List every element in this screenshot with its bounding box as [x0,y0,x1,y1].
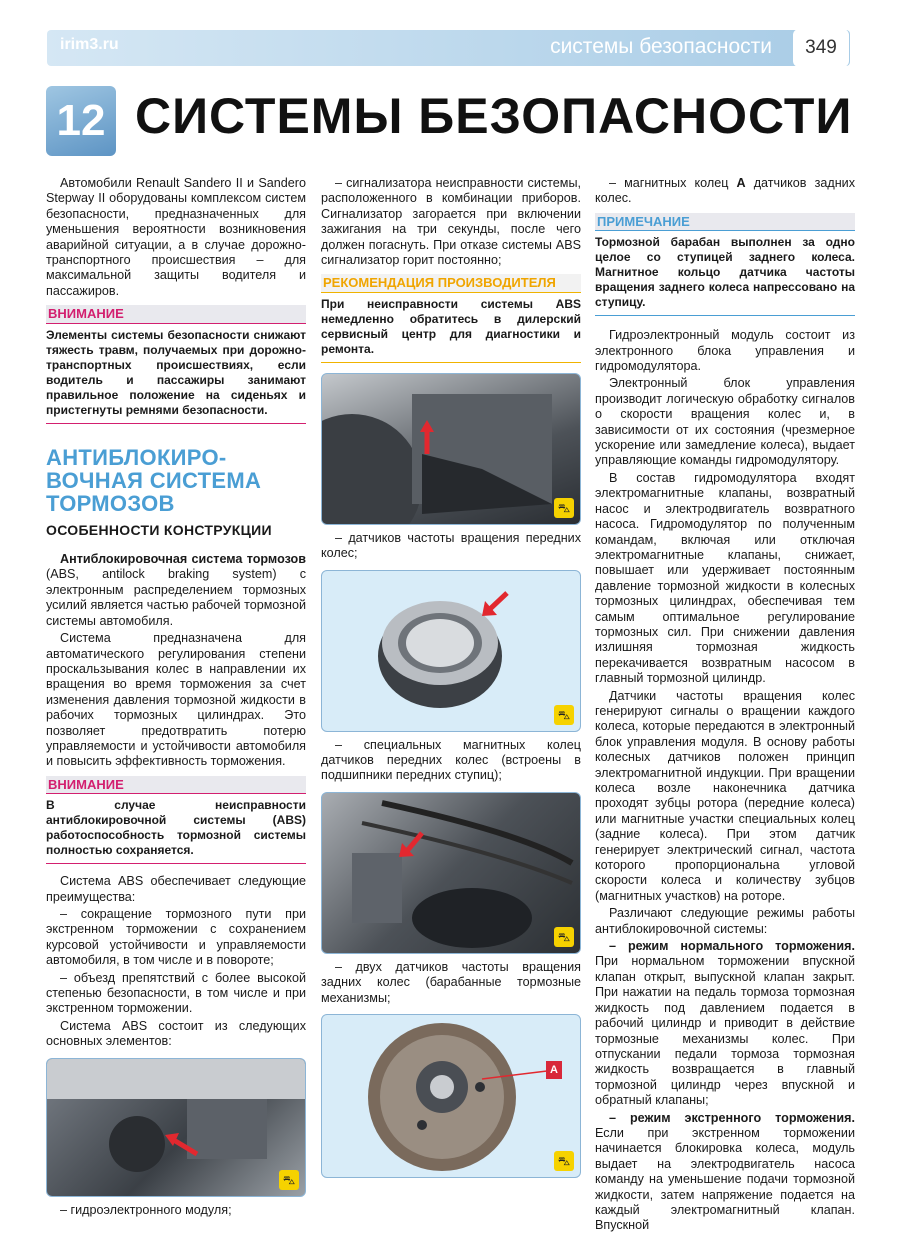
mode-emergency-text: Если при экстренном торможении начинается блокировка колеса, модуль выдает на электродвигатель насоса команду на уменьшение подачи тормозной жидкости, затем напряжение подается на каждый электромагнитный клапан. Впускной [595,1125,855,1233]
car-badge-icon: ⛍ [279,1170,299,1190]
note-text: Тормозной барабан выполнен за одно целое со ступицей заднего колеса. Магнитное кольцо датчика частоты вращения заднего колеса напрессовано на ступицу. [595,231,855,316]
photo-brake-drum [321,1014,581,1178]
marker-a-label: A [546,1061,562,1079]
intro-paragraph: Автомобили Renault Sandero II и Sandero Stepway II оборудованы комплексом систем безопасности, предназначенных для уменьшения вероятности возникновения аварийной ситуации, а в случае дорожно-транспортного происшествия – для максимальной защиты водителя и пассажиров. [46,176,306,298]
photo-brake-drum-art [322,1015,580,1177]
photo-hydro-module-art [47,1059,305,1196]
site-label: irim3.ru [60,36,119,53]
mode-emergency [595,1111,855,1234]
advantage-1: – сокращение тормозного пути при экстренном торможении с сохранением курсовой устойчивости и управляемости автомобиля, в том числе и в повороте; [46,906,306,968]
warning-1-text: Элементы системы безопасности снижают тяжесть травм, получаемых при дорожно-транспортных происшествиях, если водитель и пассажиры занимают правильное положение на сиденьях и пристегнуты ремнями безопасности. [46,324,306,424]
warning-1-title: ВНИМАНИЕ [46,305,306,323]
note-title: ПРИМЕЧАНИЕ [595,213,855,231]
chapter-title: СИСТЕМЫ БЕЗОПАСНОСТИ [135,88,853,144]
caption-magnetic-rings: – специальных магнитных колец датчиков передних колес (встроены в подшипники передних ступиц); [321,737,581,783]
subsection-title: ОСОБЕННОСТИ КОНСТРУКЦИИ [46,521,272,538]
recommendation-title: РЕКОМЕНДАЦИЯ ПРОИЗВОДИТЕЛЯ [321,274,581,292]
column-2 [321,176,581,1178]
page-number: 349 [793,29,849,67]
caption-rear-sensors: – двух датчиков частоты вращения задних колес (барабанные тормозные механизмы; [321,959,581,1005]
mode-normal-text: При нормальном торможении впускной клапан открыт, выпускной клапан закрыт. При нажатии на педаль тормоза тормозная жидкость под давлением подается в рабочий цилиндр и приводит в действие тормозные механизмы колес. При отпускании педали тормоза тормозная жидкость возвращается в главный тормозной цилиндр через впускной и обратный клапаны; [595,954,855,1108]
car-badge-icon: ⛍ [554,705,574,725]
header-section-name: системы безопасности [550,35,772,58]
photo-bearing-ring [321,570,581,732]
magnetic-rings-post: датчиков задних колес. [595,176,855,206]
modes-intro: Различают следующие режимы работы антиблокировочной системы: [595,906,855,936]
mode-emergency-title: – режим экстренного торможения. [609,1110,855,1125]
advantage-2: – объезд препятствий с более высокой степенью безопасности, в том числе и при экстренном торможении. [46,970,306,1016]
advantages-intro: Система ABS обеспечивает следующие преимущества: [46,874,306,904]
caption-front-sensors: – датчиков частоты вращения передних колес; [321,530,581,561]
abs-purpose: Система предназначена для автоматического регулирования степени проскальзывания колес в направлении их вращения во время торможения за счет изменения давления тормозной жидкости в рабочих тормозных цилиндрах. Это позволяет предотвратить потерю управляемости и устойчивости автомобиля и повысить эффективность торможения. [46,631,306,769]
magnetic-rings-paragraph [595,176,855,207]
car-badge-icon: ⛍ [554,1151,574,1171]
chapter-number: 12 [46,86,116,156]
section-title: АНТИБЛОКИРО-ВОЧНАЯ СИСТЕМА ТОРМОЗОВ [46,444,262,516]
photo-rear-sensor-art [322,793,580,953]
abs-definition-rest: (ABS, antilock braking system) с электронным распределением тормозных усилий является частью рабочей тормозной системы автомобиля. [46,567,306,628]
caption-hydro-module: – гидроэлектронного модуля; [60,1202,232,1217]
column-1 [46,176,306,1226]
column-3 [595,176,855,1236]
photo-front-sensor-art [322,374,580,524]
warning-lamp-paragraph: – сигнализатора неисправности системы, расположенного в комбинации приборов. Сигнализатор загорается при включении зажигания на три секунды, после чего должен погаснуть. При отказе системы ABS сигнализатор горит постоянно; [321,176,581,268]
module-paragraph: Гидроэлектронный модуль состоит из электронного блока управления и гидромодулятора. [595,328,855,374]
sensors-paragraph: Датчики частоты вращения колес генерируют сигналы о вращении каждого колеса, которые передаются в электронный блок управления модуля. В основу работы колесных датчиков положен принцип электромагнитной индукции. При вращении колеса возле наконечника датчика проходят зубцы ротора (передние колеса) или магнитные участки специальных колец (задние колеса). При этом датчик генерирует электрический сигнал, частота которого пропорциональна угловой скорости колеса и количеству зубцов (магнитных участков) на роторе. [595,688,855,903]
magnetic-rings-pre: – магнитных колец [609,176,737,190]
abs-definition [46,552,306,629]
warning-2-text: В случае неисправности антиблокировочной системы (ABS) работоспособность тормозной системы полностью сохраняется. [46,794,306,864]
ecu-paragraph: Электронный блок управления производит логическую обработку сигналов о скорости вращения колес и, в зависимости от их состояния (чрезмерное ускорение или замедление колеса), выдает управляющие команды гидромодулятору. [595,376,855,468]
warning-2-title: ВНИМАНИЕ [46,776,306,794]
recommendation-text: При неисправности системы ABS немедленно обратитесь в дилерский сервисный центр для диагностики и ремонта. [321,293,581,363]
components-intro: Система ABS состоит из следующих основных элементов: [46,1018,306,1049]
mode-normal-title: – режим нормального торможения. [609,939,855,954]
photo-hydro-module [46,1058,306,1197]
marker-a-ref: A [736,176,746,190]
modulator-paragraph: В состав гидромодулятора входят электромагнитные клапаны, возвратный насос и электродвигатель возвратного насоса. Гидромодулятор по полученным командам, включая или отключая электромагнитные клапаны, снижает, повышает или удерживает постоянным давление тормозной жидкости в колесных тормозных цилиндрах, обеспечивая тем самым оптимальное регулирование тормозных сил. При снижении давления излишняя тормозная жидкость перекачивается возвратным насосом в главный тормозной цилиндр. [595,470,855,686]
photo-rear-sensor [321,792,581,954]
abs-term: Антиблокировочная система тормозов [60,552,306,567]
photo-bearing-ring-art [322,571,580,731]
mode-normal [595,939,855,1108]
photo-front-sensor [321,373,581,525]
car-badge-icon: ⛍ [554,498,574,518]
car-badge-icon: ⛍ [554,927,574,947]
